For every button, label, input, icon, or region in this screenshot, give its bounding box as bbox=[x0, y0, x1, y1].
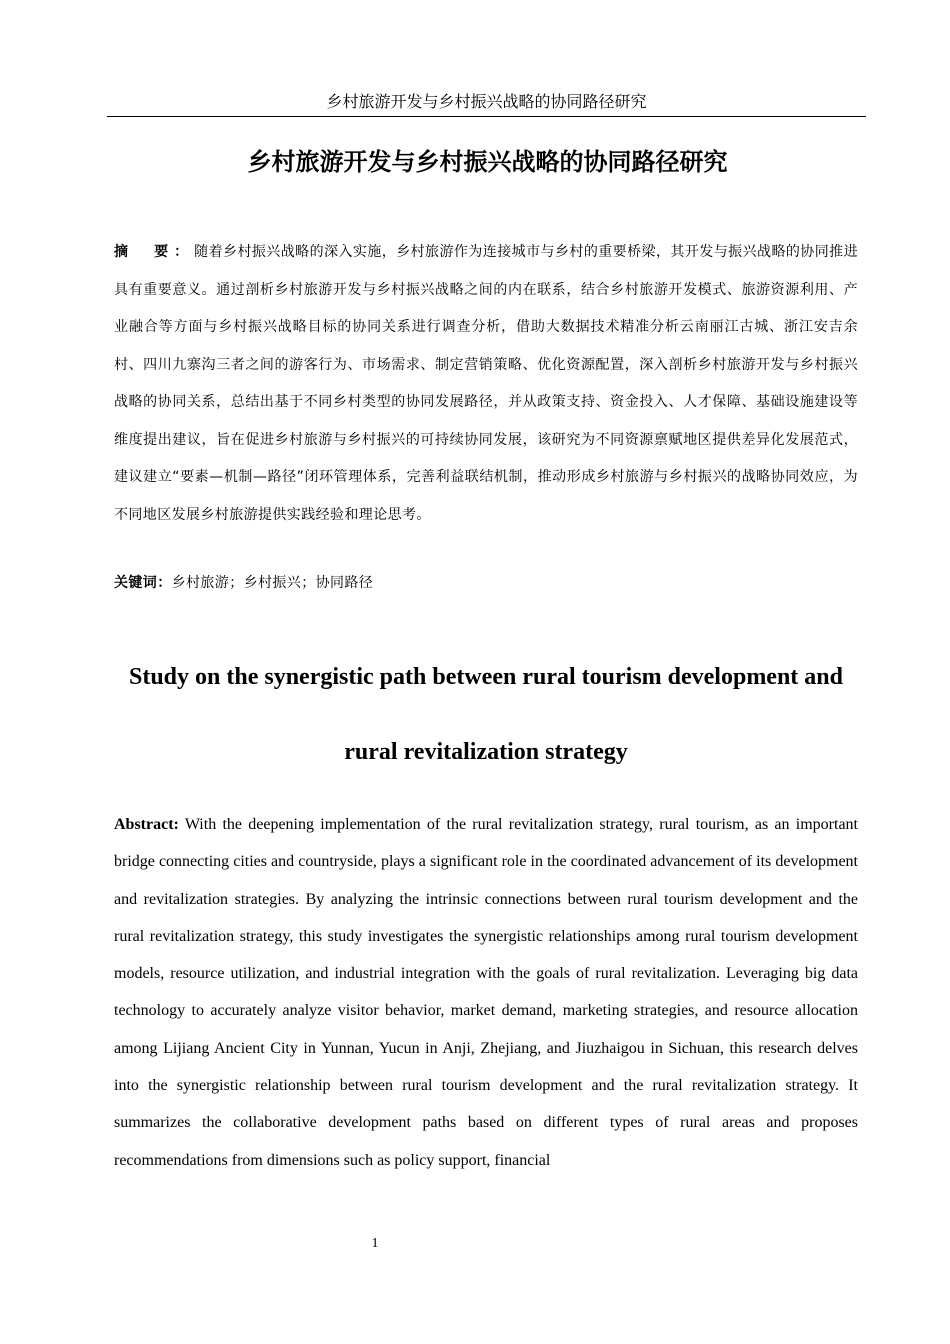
chinese-keywords-label: 关键词： bbox=[114, 575, 172, 591]
chinese-abstract bbox=[114, 234, 858, 534]
english-abstract bbox=[114, 806, 858, 1179]
chinese-keywords-text: 乡村旅游；乡村振兴；协同路径 bbox=[171, 575, 374, 591]
running-header: 乡村旅游开发与乡村振兴战略的协同路径研究 bbox=[107, 92, 866, 117]
english-abstract-text: With the deepening implementation of the rural revitalization strategy, rural tourism, as an important bridge connecting cities and countryside, plays a significant role in the coordinated advancement of its development and revitalization strategies. By analyzing the intrinsic connections between rural tourism development and the rural revitalization strategy, this study investigates the synergistic relationships among rural tourism development models, resource utilization, and industrial integration with the goals of rural revitalization. Leveraging big data technology to accurately analyze visitor behavior, market demand, marketing strategies, and resource allocation among Lijiang Ancient City in Yunnan, Yucun in Anji, Zhejiang, and Jiuzhaigou in Sichuan, this research delves into the synergistic relationship between rural tourism development and the rural revitalization strategy. It summarizes the collaborative development paths based on different types of rural areas and proposes recommendations from dimensions such as policy support, financial bbox=[114, 816, 858, 1169]
english-abstract-label: Abstract: bbox=[114, 816, 179, 833]
chinese-keywords bbox=[114, 568, 858, 598]
chinese-abstract-text: 随着乡村振兴战略的深入实施，乡村旅游作为连接城市与乡村的重要桥梁，其开发与振兴战略的协同推进具有重要意义。通过剖析乡村旅游开发与乡村振兴战略之间的内在联系，结合乡村旅游开发模式、旅游资源利用、产业融合等方面与乡村振兴战略目标的协同关系进行调查分析，借助大数据技术精准分析云南丽江古城、浙江安吉余村、四川九寨沟三者之间的游客行为、市场需求、制定营销策略、优化资源配置，深入剖析乡村旅游开发与乡村振兴战略的协同关系，总结出基于不同乡村类型的协同发展路径，并从政策支持、资金投入、人才保障、基础设施建设等维度提出建议，旨在促进乡村旅游与乡村振兴的可持续协同发展，该研究为不同资源禀赋地区提供差异化发展范式，建议建立“要素—机制—路径”闭环管理体系，完善利益联结机制，推动形成乡村旅游与乡村振兴的战略协同效应，为不同地区发展乡村旅游提供实践经验和理论思考。 bbox=[114, 244, 859, 523]
chinese-title: 乡村旅游开发与乡村振兴战略的协同路径研究 bbox=[247, 148, 728, 176]
english-title: Study on the synergistic path between rural tourism development and rural revitalization strategy bbox=[128, 664, 843, 765]
page-number: 1 bbox=[371, 1236, 379, 1251]
chinese-abstract-label: 摘 要： bbox=[114, 244, 195, 260]
